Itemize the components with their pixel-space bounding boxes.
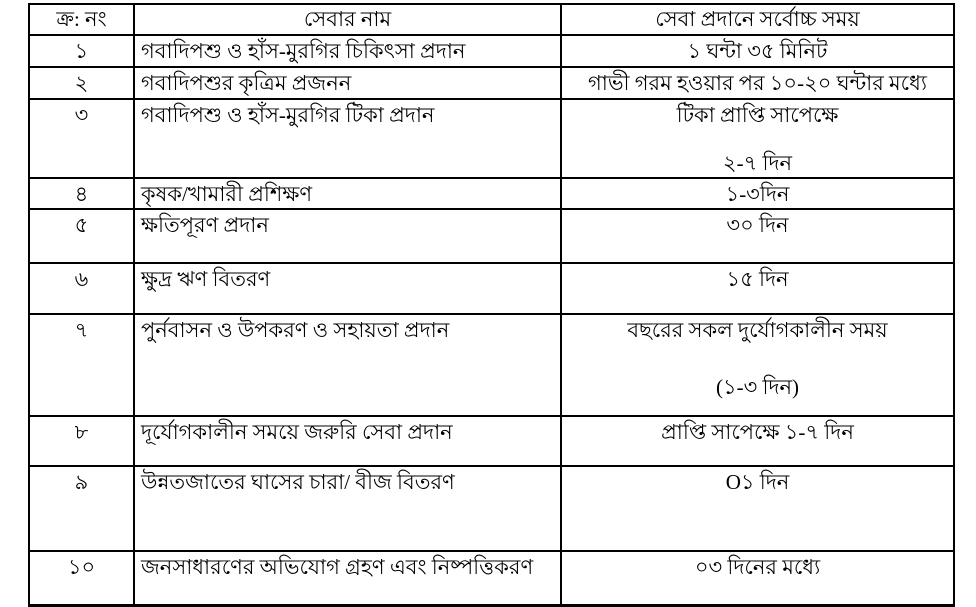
serial-cell: ৭ (29, 314, 134, 416)
service-cell: দূর্যোগকালীন সময়ে জরুরি সেবা প্রদান (134, 416, 561, 466)
time-cell (561, 99, 954, 178)
service-cell: জনসাধারণের অভিযোগ গ্রহণ এবং নিষ্পত্তিকরণ (134, 551, 561, 605)
header-serial-no: ক্র: নং (29, 4, 134, 35)
table-row (29, 209, 954, 263)
table-row (29, 314, 954, 416)
table-row (29, 551, 954, 605)
time-text-line1: বছরের সকল দুর্যোগকালীন সময় (627, 318, 888, 342)
serial-cell: ৬ (29, 263, 134, 314)
time-text: গাভী গরম হওয়ার পর ১০-২০ ঘন্টার মধ্যে (588, 71, 927, 95)
service-cell: কৃষক/খামারী প্রশিক্ষণ (134, 178, 561, 209)
time-cell (561, 466, 954, 551)
time-text: ৩০ দিন (726, 213, 789, 237)
time-text: ১-৩দিন (725, 182, 790, 206)
time-cell (561, 551, 954, 605)
table-row (29, 178, 954, 209)
service-cell: গবাদিপশুর কৃত্রিম প্রজনন (134, 67, 561, 99)
time-cell (561, 67, 954, 99)
table-row (29, 67, 954, 99)
serial-cell: ১০ (29, 551, 134, 605)
serial-cell: ৪ (29, 178, 134, 209)
service-cell: ক্ষুদ্র ঋণ বিতরণ (134, 263, 561, 314)
table-row (29, 99, 954, 178)
service-cell: গবাদিপশু ও হাঁস-মুরগির চিকিৎসা প্রদান (134, 35, 561, 67)
serial-cell: ৮ (29, 416, 134, 466)
time-text-line1: টিকা প্রাপ্তি সাপেক্ষে (676, 103, 839, 127)
table-row (29, 466, 954, 551)
serial-cell: ২ (29, 67, 134, 99)
header-row (29, 4, 954, 35)
time-text: ১৫ দিন (726, 267, 789, 291)
time-cell (561, 416, 954, 466)
service-cell: পুর্নবাসন ও উপকরণ ও সহায়তা প্রদান (134, 314, 561, 416)
serial-cell: ৩ (29, 99, 134, 178)
time-cell (561, 263, 954, 314)
table-row (29, 263, 954, 314)
service-time-table (28, 3, 955, 607)
header-service-name: সেবার নাম (134, 4, 561, 35)
time-cell (561, 35, 954, 67)
time-cell (561, 209, 954, 263)
time-cell (561, 314, 954, 416)
header-max-time: সেবা প্রদানে সর্বোচ্চ সময় (561, 4, 954, 35)
serial-cell: ৯ (29, 466, 134, 551)
service-cell: গবাদিপশু ও হাঁস-মুরগির টিকা প্রদান (134, 99, 561, 178)
service-cell: উন্নতজাতের ঘাসের চারা/ বীজ বিতরণ (134, 466, 561, 551)
time-cell (561, 178, 954, 209)
time-text-line2: ২-৭ দিন (722, 151, 793, 175)
serial-cell: ৫ (29, 209, 134, 263)
time-text: ০৩ দিনের মধ্যে (694, 555, 821, 579)
time-text: O১ দিন (725, 470, 790, 494)
table-row (29, 416, 954, 466)
serial-cell: ১ (29, 35, 134, 67)
time-text-line2: (১-৩ দিন) (715, 375, 800, 399)
service-cell: ক্ষতিপূরণ প্রদান (134, 209, 561, 263)
table-row (29, 35, 954, 67)
time-text: ১ ঘন্টা ৩৫ মিনিট (687, 39, 828, 63)
time-text: প্রাপ্তি সাপেক্ষে ১-৭ দিন (661, 420, 854, 444)
